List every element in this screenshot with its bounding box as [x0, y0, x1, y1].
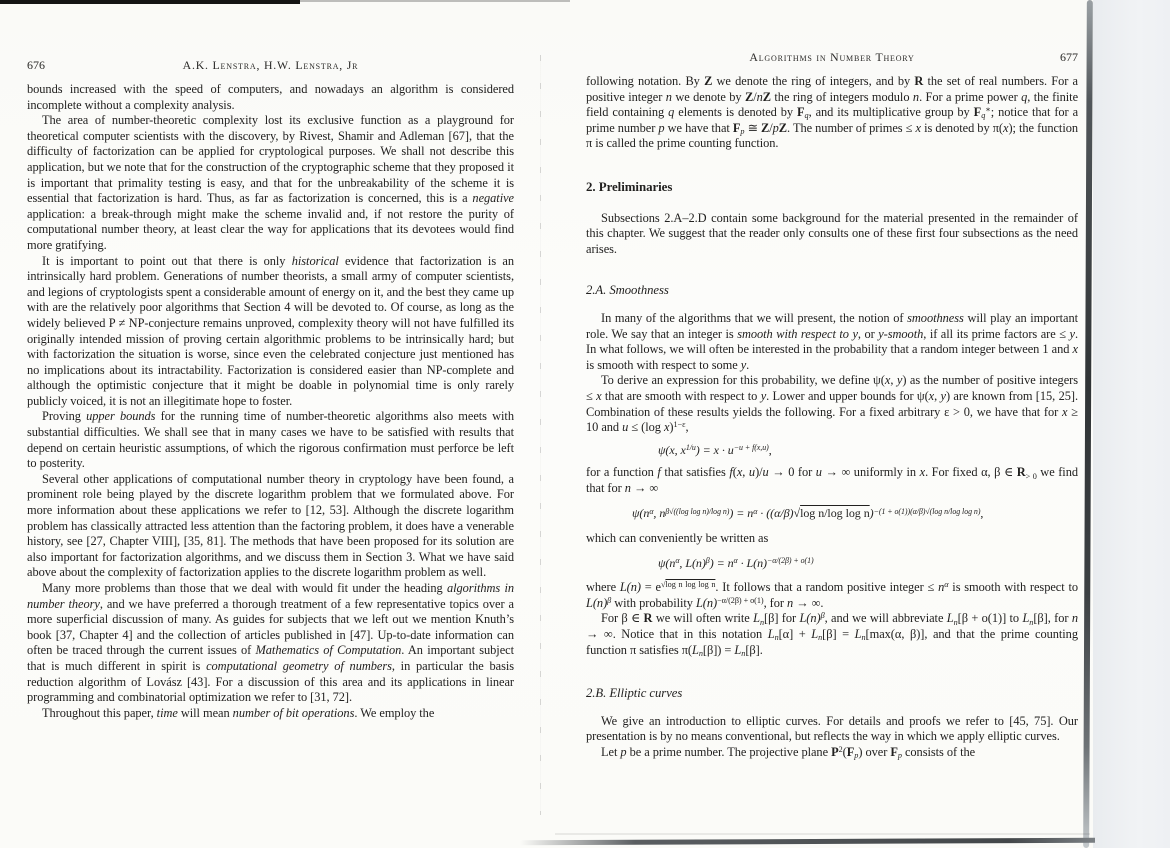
- paragraph: For β ∈ R we will often write Ln[β] for $L(n)^\beta$, and we will abbreviate Ln[β + o(1)] to Ln[β], for n → ∞. Notice that in this notation Ln[α] + Ln[β] = Ln[max(α, β)], and that the prime counting function π satisfies π(Ln[β]) = Ln[β].: [586, 611, 1078, 658]
- paragraph: Let p be a prime number. The projective plane $P^2(Fp)$ over Fp consists of the: [601, 744, 976, 761]
- page-right-header: [586, 50, 1078, 65]
- running-head-right: Algorithms in Number Theory: [749, 50, 915, 64]
- running-head-left: A.K. Lenstra, H.W. Lenstra, Jr: [182, 58, 359, 72]
- paragraph: The area of number-theoretic complexity lost its exclusive function as a playground for theoretical computer scientists with the discovery, by Rivest, Shamir and Adleman [67], that the difficulty of factorization can be applied for cryptological purposes. We shall not describe this application, but we note that for the construction of the cryptographic scheme that they proposed it is important that primality testing is easy, and that for the unbreakability of the scheme it is essential that factorization is hard. Thus, as far as factorization is concerned, this is a negative application: a break-through might make the scheme invalid and, if not restore the purity of computational number theory, at least clear the way for applications that its devotees would find more gratifying.: [27, 113, 514, 252]
- scan-artifact-top-bar: [0, 0, 300, 4]
- page-right-body-text: [586, 74, 1078, 761]
- paragraph: In many of the algorithms that we will present, the notion of smoothness will play an important role. We say that an integer is smooth with respect to y, or y-smooth, if all its prime factors are ≤ y. In what follows, we will often be interested in the probability that a random integer between 1 and x is smooth with respect to some y.: [586, 310, 1078, 372]
- page-bottom-faint-line: [555, 833, 1090, 835]
- subsection-heading: 2.B. Elliptic curves: [586, 686, 683, 701]
- paragraph: following notation. By Z we denote the ring of integers, and by R the set of real numbers. For a positive integer n we denote by Z/nZ the ring of integers modulo n. For a prime power q, the finite field containing q elements is denoted by Fq, and its multiplicative group by Fq∗; notice that for a prime number p we have that Fp ≅ Z/pZ. The number of primes ≤ x is denoted by π(x); the function π is called the prime counting function.: [586, 74, 1079, 151]
- scanner-background-strip: [1093, 0, 1170, 848]
- paragraph: Many more problems than those that we deal with would fit under the heading algorithms in number theory, and we have preferred a thorough treatment of a few representative topics over a more superficial discussion of many. As guides for subjects that we left out we mention Knuth’s book [37, Chapter 4] and the collection of articles published in [47]. Up-to-date information can often be traced through the current issues of Mathematics of Computation. An important subject that is much different in spirit is computational geometry of numbers, in particular the basis reduction algorithm of Lovász [43]. For a discussion of this area and its applications in linear programming and combinatorial optimization we refer to [31, 72].: [27, 581, 515, 705]
- paragraph: which can conveniently be written as: [586, 531, 769, 546]
- page-bottom-edge-shadow: [520, 838, 1095, 846]
- paragraph: It is important to point out that there is only historical evidence that factorization is an intrinsically hard problem. Generations of number theorists, a small army of computer scientists, and legions of cryptologists spent a considerable amount of energy on it, and the best they came up with are the relatively poor algorithms that Section 4 will be devoted to. Of course, as long as the widely believed P ≠ NP-conjecture remains unproved, complexity theory will not have fulfilled its originally intended mission of proving certain algorithmic problems to be intrinsically hard; but with factorization the situation is worse, since even the celebrated conjecture just mentioned has no implications about its intractability. Factorization is considered easier than NP-complete and although the optimistic conjecture that it might be doable in polynomial time is only rarely publicly voiced, it is not an illegitimate hope to foster.: [27, 253, 514, 408]
- subsection-heading: 2.A. Smoothness: [586, 283, 669, 298]
- paragraph: Several other applications of computational number theory in cryptology have been found, a prominent role being played by the discrete logarithm problem that we formulated above. For more information about these applications we refer to [12, 53]. Although the discrete logarithm problem has classically attracted less attention than the factoring problem, it does have a venerable history, see [27, Chapter VIII], [35, 81]. The methods that have been proposed for its solution are also important for factorization algorithms, and we discuss them in Section 3. What we have said above about the complexity of factorization applies to the discrete logarithm problem as well.: [27, 471, 514, 580]
- paragraph: where $L(n) = e^{√log n log log n}$. It follows that a random positive integer ≤ $n^\alpha$ is smooth with respect to $L(n)^\beta$ with probability $L(n)^{-\alpha/(2\beta) + o(1)}$, for n → ∞.: [586, 580, 1078, 610]
- display-formula: $\psi(n^\alpha$, $L(n)^\beta) = n^\alpha \cdot L(n)^{-\alpha/(2\beta) + o(1)}$: [658, 555, 814, 570]
- paragraph: for a function f that satisfies f(x, u)/u → 0 for u → ∞ uniformly in x. For fixed α, β ∈ R> 0 we find that for n → ∞: [586, 465, 1078, 495]
- paragraph: Subsections 2.A–2.D contain some background for the material presented in the remainder of this chapter. We suggest that the reader only consults one of these first four subsections as the need arises.: [586, 210, 1078, 256]
- page-edge-shadow-right: [1083, 0, 1093, 848]
- section-heading: 2. Preliminaries: [586, 179, 673, 194]
- paragraph: bounds increased with the speed of computers, and nowadays an algorithm is considered incomplete without a complexity analysis.: [27, 82, 514, 112]
- page-left-body-text: [27, 82, 514, 721]
- binding-gutter-line: [540, 55, 541, 815]
- scan-artifact-top-bar-faint: [300, 0, 570, 2]
- page-left-header: [27, 58, 514, 73]
- page-left-676: [27, 58, 514, 721]
- page-right-677: [586, 50, 1078, 761]
- paragraph: Proving upper bounds for the running time of number-theoretic algorithms also meets with substantial difficulties. We shall see that in many cases we have to be satisfied with results that depend on certain heuristic assumptions, of which the rigorous confirmation must perforce be left to posterity.: [27, 409, 514, 471]
- paragraph: We give an introduction to elliptic curves. For details and proofs we refer to [45, 75]. Our presentation is by no means conventional, but reflects the way in which we apply elliptic curves.: [586, 713, 1078, 744]
- paragraph: To derive an expression for this probability, we define ψ(x, y) as the number of positive integers ≤ x that are smooth with respect to y. Lower and upper bounds for ψ(x, y) are known from [15, 25]. Combination of these results yields the following. For a fixed arbitrary ε > 0, we have that for x ≥ 10 and u ≤ (log x)$^{1-\varepsilon}$,: [586, 373, 1078, 435]
- page-number-left: 676: [27, 58, 45, 72]
- page-number-right: 677: [1060, 50, 1078, 64]
- paragraph: Throughout this paper, time will mean number of bit operations. We employ the: [42, 705, 435, 720]
- display-formula: ψ(x, $x^{1/u}) = x \cdot u^{-u + f(x,u)}$,: [658, 442, 772, 457]
- display-formula: $\psi(n^\alpha$, $n^{\beta√((log log n)/log n)}) = n^\alpha \cdot ((\alpha/\beta)√\log$ n/log log n)$^{-(1 + o(1))(\alpha/\beta)√(log n/log log n)}$,: [632, 506, 984, 521]
